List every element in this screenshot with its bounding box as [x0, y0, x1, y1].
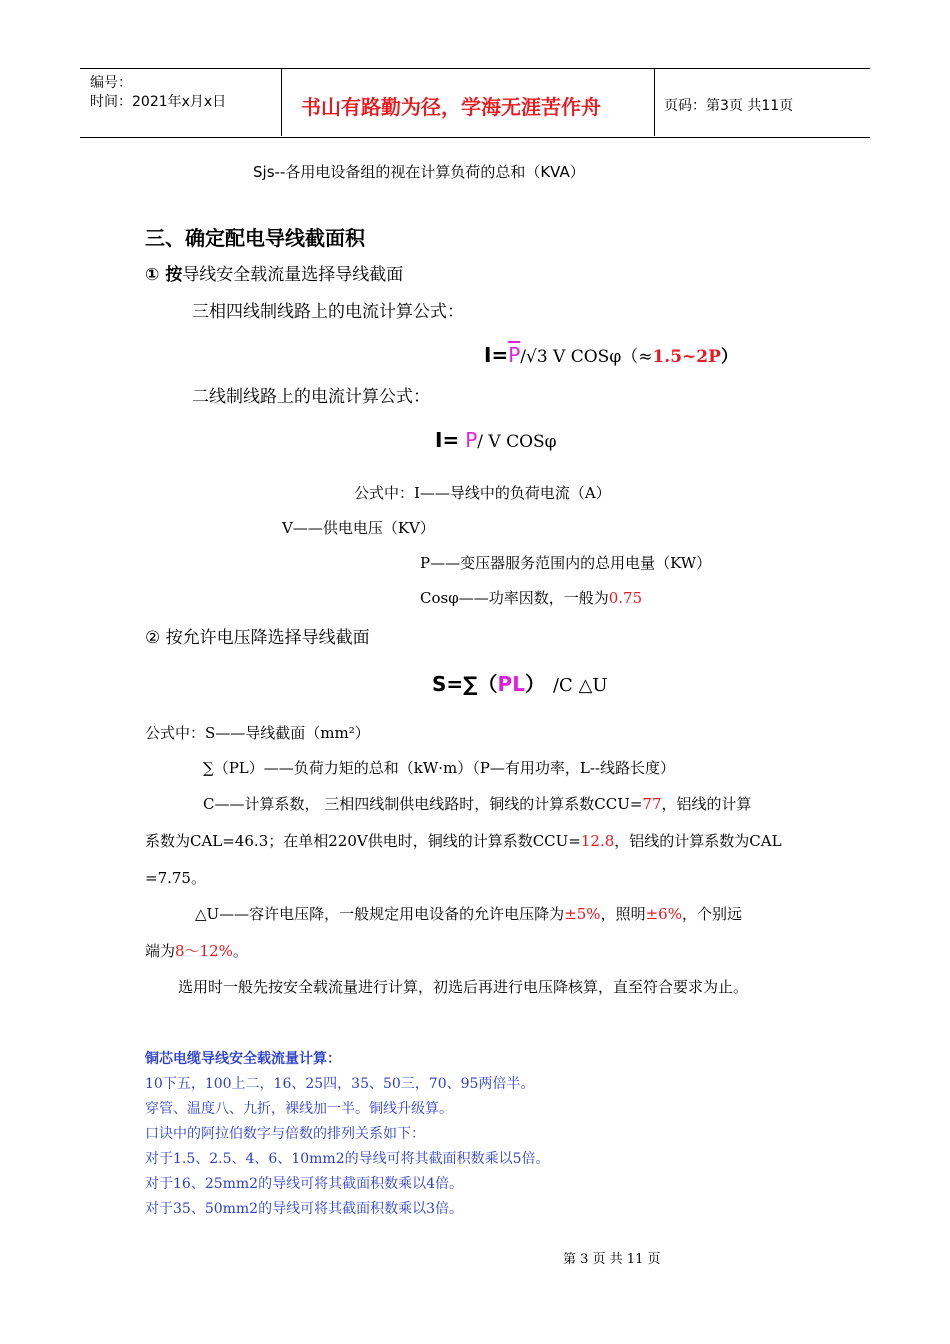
header-page-info: 页码：第3页 共11页 — [664, 98, 794, 114]
c-definition-line2 — [145, 830, 782, 851]
du-definition-line1 — [195, 903, 742, 924]
sjs-definition: Sjs--各用电设备组的视在计算负荷的总和（KVA） — [253, 163, 585, 181]
selection-note: 选用时一般先按安全载流量进行计算，初选后再进行电压降核算，直至符合要求为止。 — [178, 978, 749, 996]
c-line1-prefix: C——计算系数， 三相四线制供电线路时，铜线的计算系数CCU= — [203, 795, 643, 813]
copper-line: 10下五，100上二，16、25四，35、50三，70、95两倍半。 — [145, 1076, 535, 1092]
legend-cos-value: 0.75 — [608, 589, 643, 607]
method2-title: ② 按允许电压降选择导线截面 — [145, 628, 370, 648]
s-definition: 公式中：S——导线截面（mm²） — [145, 724, 370, 742]
du-value-remote: 8～12% — [175, 942, 233, 960]
du-line2-prefix: 端为 — [145, 942, 176, 960]
formula3-rest: /C △U — [552, 675, 608, 696]
c-line2-prefix: 系数为CAL=46.3；在单相220V供电时，铜线的计算系数CCU= — [145, 832, 581, 850]
copper-line: 对于1.5、2.5、4、6、10mm2的导线可将其截面积数乘以5倍。 — [145, 1151, 550, 1167]
c-line2-suffix: ，铝线的计算系数为CAL — [614, 832, 782, 850]
legend-cos — [420, 587, 642, 608]
formula1-close: ） — [720, 347, 738, 367]
copper-line: 穿管、温度八、九折，裸线加一半。铜线升级算。 — [145, 1101, 453, 1117]
header-time-label: 时间：2021年x月x日 — [90, 94, 227, 110]
c-definition-line1 — [203, 793, 752, 814]
formula3-close: ） — [524, 672, 545, 696]
legend-p: P——变压器服务范围内的总用电量（KW） — [420, 554, 712, 572]
header-number-label: 编号： — [90, 75, 132, 91]
three-phase-intro: 三相四线制线路上的电流计算公式： — [192, 302, 464, 322]
formula3-pl: PL — [497, 672, 525, 696]
page-footer: 第 3 页 共 11 页 — [563, 1252, 661, 1267]
formula1-approx: 1.5~2P — [652, 347, 721, 367]
du-value-general: ±5% — [564, 905, 601, 923]
formula2-rest: / V COSφ — [477, 432, 557, 452]
du-mid: ，照明 — [600, 905, 646, 923]
formula2-lhs: I= — [435, 428, 460, 452]
legend-cos-prefix: Cosφ——功率因数，一般为 — [420, 589, 609, 607]
header-motto: 书山有路勤为径，学海无涯苦作舟 — [301, 95, 601, 119]
copper-line: 对于35、50mm2的导线可将其截面积数乘以3倍。 — [145, 1201, 463, 1217]
header-divider — [281, 68, 282, 136]
formula1-lhs: I= — [484, 343, 509, 367]
method1-title-bold: ① 按 — [145, 265, 183, 285]
method1-title-rest: 导线安全载流量选择导线截面 — [182, 265, 404, 285]
du-definition-line2 — [145, 940, 248, 961]
sum-definition: ∑（PL）——负荷力矩的总和（kW·m）（P—有用功率，L--线路长度） — [203, 759, 675, 777]
du-line1-suffix: ，个别远 — [681, 905, 742, 923]
copper-title: 铜芯电缆导线安全载流量计算： — [145, 1051, 341, 1067]
section-heading: 三、确定配电导线截面积 — [145, 226, 365, 250]
formula-voltage-drop — [432, 668, 608, 697]
copper-line: 口诀中的阿拉伯数字与倍数的排列关系如下： — [145, 1126, 425, 1142]
du-line2-suffix: 。 — [232, 942, 248, 960]
formula-two-wire — [435, 428, 557, 452]
c-line1-suffix: ，铝线的计算 — [661, 795, 752, 813]
legend-v: V——供电电压（KV） — [282, 519, 435, 537]
legend-i: 公式中：I——导线中的负荷电流（A） — [354, 484, 611, 502]
two-wire-intro: 二线制线路上的电流计算公式： — [192, 387, 430, 407]
copper-line: 对于16、25mm2的导线可将其截面积数乘以4倍。 — [145, 1176, 463, 1192]
header-divider — [654, 68, 655, 136]
formula3-s: S=∑（ — [432, 672, 498, 696]
formula-three-phase — [484, 342, 738, 367]
formula1-mid: /√3 V COSφ（≈ — [520, 347, 653, 367]
du-line1-prefix: △U——容许电压降，一般规定用电设备的允许电压降为 — [195, 905, 565, 923]
method1-title — [145, 260, 403, 285]
c-ccu-three-phase: 77 — [642, 795, 662, 813]
c-definition-line3: =7.75。 — [145, 869, 206, 887]
du-value-lighting: ±6% — [645, 905, 682, 923]
formula1-p: $\overline{P}$ — [508, 343, 521, 367]
c-ccu-single-phase: 12.8 — [580, 832, 615, 850]
formula2-p: P — [465, 428, 478, 452]
